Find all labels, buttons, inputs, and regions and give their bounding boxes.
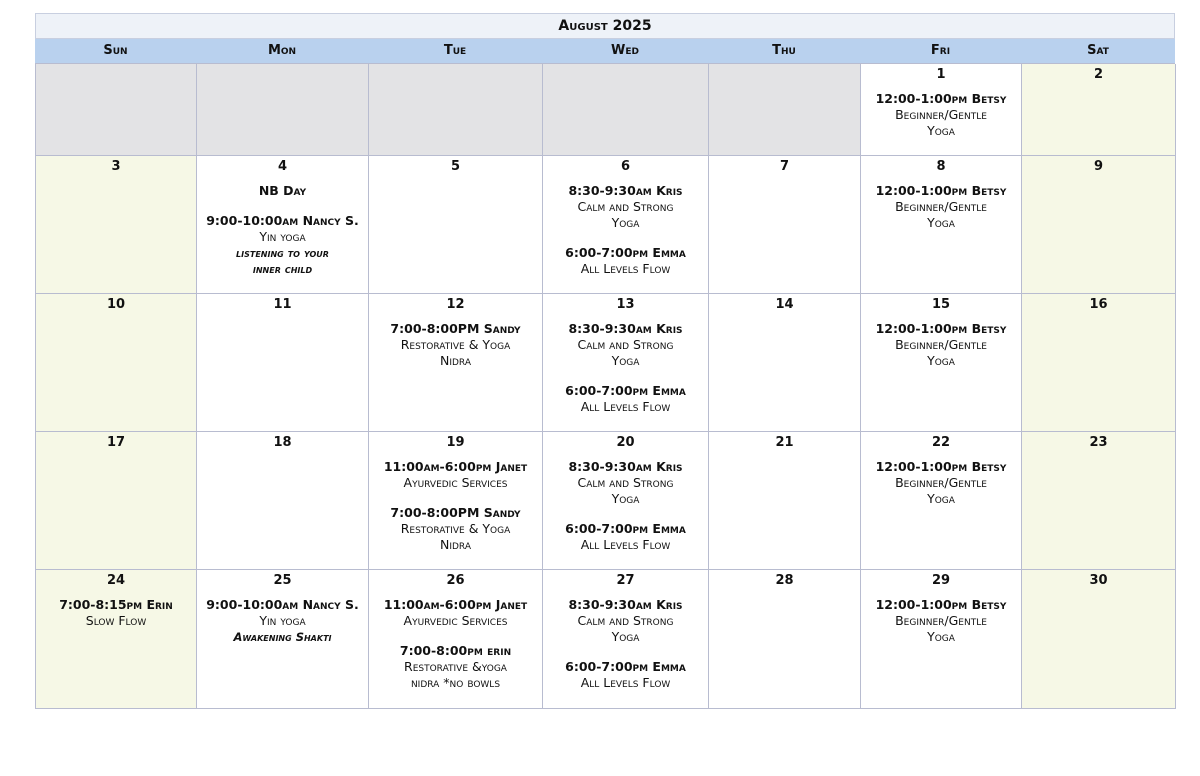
day-number: 2 [1093,67,1104,82]
day-number: 21 [775,435,794,450]
day-events [861,597,1021,645]
event-title: Yin yoga [259,613,306,628]
day-of-week-header [35,39,1175,63]
day-events [543,459,708,553]
event [861,91,1021,139]
day-number: 15 [931,297,951,312]
day-cell-29 [861,570,1022,709]
day-number: 13 [616,297,635,312]
day-number: 6 [620,159,631,174]
day-events [861,321,1021,369]
event-time: 11:00am-6:00pm Janet [383,459,528,474]
day-number: 14 [775,297,794,312]
day-cell-22 [861,432,1022,570]
event-title: Yoga [611,491,640,506]
dow-mon: Mon [267,43,297,58]
event-time: 12:00-1:00pm Betsy [875,321,1007,336]
day-cell-23 [1022,432,1176,570]
dow-tue: Tue [443,43,467,58]
event [861,321,1021,369]
event-title: Calm and Strong [577,475,674,490]
event-title: Yoga [927,353,955,368]
day-events [197,183,368,277]
day-number: 22 [931,435,951,450]
event-title: Restorative & Yoga [400,521,511,536]
day-number: 23 [1089,435,1108,450]
event-title: Yoga [927,491,955,506]
day-number: 28 [775,573,794,588]
event-title: Beginner/Gentle [895,475,987,490]
day-cell-17 [36,432,197,570]
event [369,643,542,691]
dow-sat: Sat [1087,43,1109,58]
event-title: Yoga [611,629,640,644]
day-cell-16 [1022,294,1176,432]
event-title: All Levels Flow [580,261,671,276]
day-cell-7 [709,156,861,294]
day-number: 27 [616,573,635,588]
calendar-grid [35,63,1175,709]
event [543,183,708,231]
day-events [861,91,1021,139]
day-events [543,183,708,277]
day-cell-15 [861,294,1022,432]
event [861,597,1021,645]
day-cell-25 [197,570,369,709]
event-title: Restorative &yoga [404,659,507,674]
event-time: 11:00am-6:00pm Janet [383,597,528,612]
event-title: Nidra [440,353,471,368]
day-cell-18 [197,432,369,570]
day-cell-27 [543,570,709,709]
dow-sun: Sun [103,43,128,58]
day-number: 19 [446,435,465,450]
event-title: Yoga [927,215,955,230]
day-cell-6 [543,156,709,294]
calendar-title: August 2025 [35,13,1175,39]
day-number: 4 [277,159,288,174]
day-cell-11 [197,294,369,432]
event-title: Slow Flow [85,613,147,628]
event [543,245,708,277]
event-note: listening to your [236,246,329,260]
event-time: 7:00-8:00PM Sandy [390,505,521,520]
calendar [35,13,1175,709]
event-title: Ayurvedic Services [403,475,508,490]
event-time: 9:00-10:00am Nancy S. [206,213,359,228]
event-title: Calm and Strong [577,337,674,352]
event-title: Beginner/Gentle [895,107,987,122]
empty-day-cell [709,64,861,156]
day-number: 3 [111,159,121,174]
day-cell-1 [861,64,1022,156]
day-cell-12 [369,294,543,432]
day-number: 5 [450,159,461,174]
day-cell-8 [861,156,1022,294]
day-number: 9 [1093,159,1104,174]
day-events [197,597,368,645]
event-title: Yoga [927,629,955,644]
event [197,213,368,277]
event [36,597,196,629]
event [861,459,1021,507]
event [369,321,542,369]
event-title: Calm and Strong [577,199,674,214]
event-time: 7:00-8:15pm Erin [59,597,173,612]
day-number: 12 [446,297,465,312]
empty-day-cell [369,64,543,156]
event [369,459,542,491]
day-cell-5 [369,156,543,294]
event [197,183,368,199]
day-number: 8 [936,159,946,174]
day-cell-24 [36,570,197,709]
day-number: 1 [936,67,946,82]
day-number: 29 [931,573,951,588]
day-number: 17 [106,435,126,450]
event-time: 8:30-9:30am Kris [568,321,683,336]
day-cell-4 [197,156,369,294]
day-number: 7 [779,159,790,174]
event-title: Yoga [611,353,640,368]
event-title: Yin yoga [259,229,306,244]
day-number: 24 [106,573,126,588]
event-title: Yoga [611,215,640,230]
day-cell-2 [1022,64,1176,156]
day-number: 25 [273,573,292,588]
event-title: Yoga [927,123,955,138]
day-cell-20 [543,432,709,570]
day-events [861,459,1021,507]
empty-day-cell [36,64,197,156]
event-time: 12:00-1:00pm Betsy [875,91,1007,106]
event-title: Beginner/Gentle [895,199,987,214]
event-note: nidra *no bowls [410,675,501,690]
event [197,597,368,645]
day-cell-28 [709,570,861,709]
event-title: All Levels Flow [580,675,671,690]
event-time: 12:00-1:00pm Betsy [875,597,1007,612]
dow-fri: Fri [930,43,951,58]
event-title: All Levels Flow [580,537,671,552]
empty-day-cell [197,64,369,156]
day-number: 30 [1089,573,1108,588]
event-time: 12:00-1:00pm Betsy [875,183,1007,198]
day-cell-3 [36,156,197,294]
event-title: Calm and Strong [577,613,674,628]
event-title: Nidra [440,537,471,552]
event-note: inner child [252,262,313,276]
event [543,659,708,691]
day-events [369,321,542,369]
day-events [369,597,542,691]
event-time: 7:00-8:00pm erin [399,643,512,658]
day-cell-13 [543,294,709,432]
event-time: 6:00-7:00pm Emma [565,659,686,674]
dow-thu: Thu [772,43,796,58]
event-time: 7:00-8:00PM Sandy [390,321,521,336]
event-time: 8:30-9:30am Kris [568,183,683,198]
day-cell-26 [369,570,543,709]
day-cell-30 [1022,570,1176,709]
day-number: 10 [106,297,126,312]
day-cell-9 [1022,156,1176,294]
day-events [861,183,1021,231]
day-events [369,459,542,553]
event-time: 8:30-9:30am Kris [568,459,683,474]
event-title: Beginner/Gentle [895,337,987,352]
event [543,459,708,507]
event [861,183,1021,231]
dow-wed: Wed [611,43,639,58]
event [543,321,708,369]
day-events [36,597,196,629]
event-title: Restorative & Yoga [400,337,511,352]
event-title: Ayurvedic Services [403,613,508,628]
event [369,597,542,629]
empty-day-cell [543,64,709,156]
day-cell-10 [36,294,197,432]
event-time: 12:00-1:00pm Betsy [875,459,1007,474]
event-time: 9:00-10:00am Nancy S. [206,597,359,612]
event-time: 6:00-7:00pm Emma [565,521,686,536]
event [543,597,708,645]
day-cell-21 [709,432,861,570]
day-number: 26 [446,573,465,588]
event-time: 6:00-7:00pm Emma [565,383,686,398]
day-events [543,597,708,691]
event-note: Awakening Shakti [233,630,332,644]
event-time: 6:00-7:00pm Emma [565,245,686,260]
day-number: 16 [1089,297,1108,312]
day-number: 11 [273,297,292,312]
event [543,383,708,415]
day-events [543,321,708,415]
event-title: Beginner/Gentle [895,613,987,628]
day-cell-14 [709,294,861,432]
day-cell-19 [369,432,543,570]
event [369,505,542,553]
day-number: 20 [616,435,635,450]
event-title: All Levels Flow [580,399,671,414]
event-time: NB Day [258,183,307,198]
event-time: 8:30-9:30am Kris [568,597,683,612]
event [543,521,708,553]
day-number: 18 [273,435,292,450]
